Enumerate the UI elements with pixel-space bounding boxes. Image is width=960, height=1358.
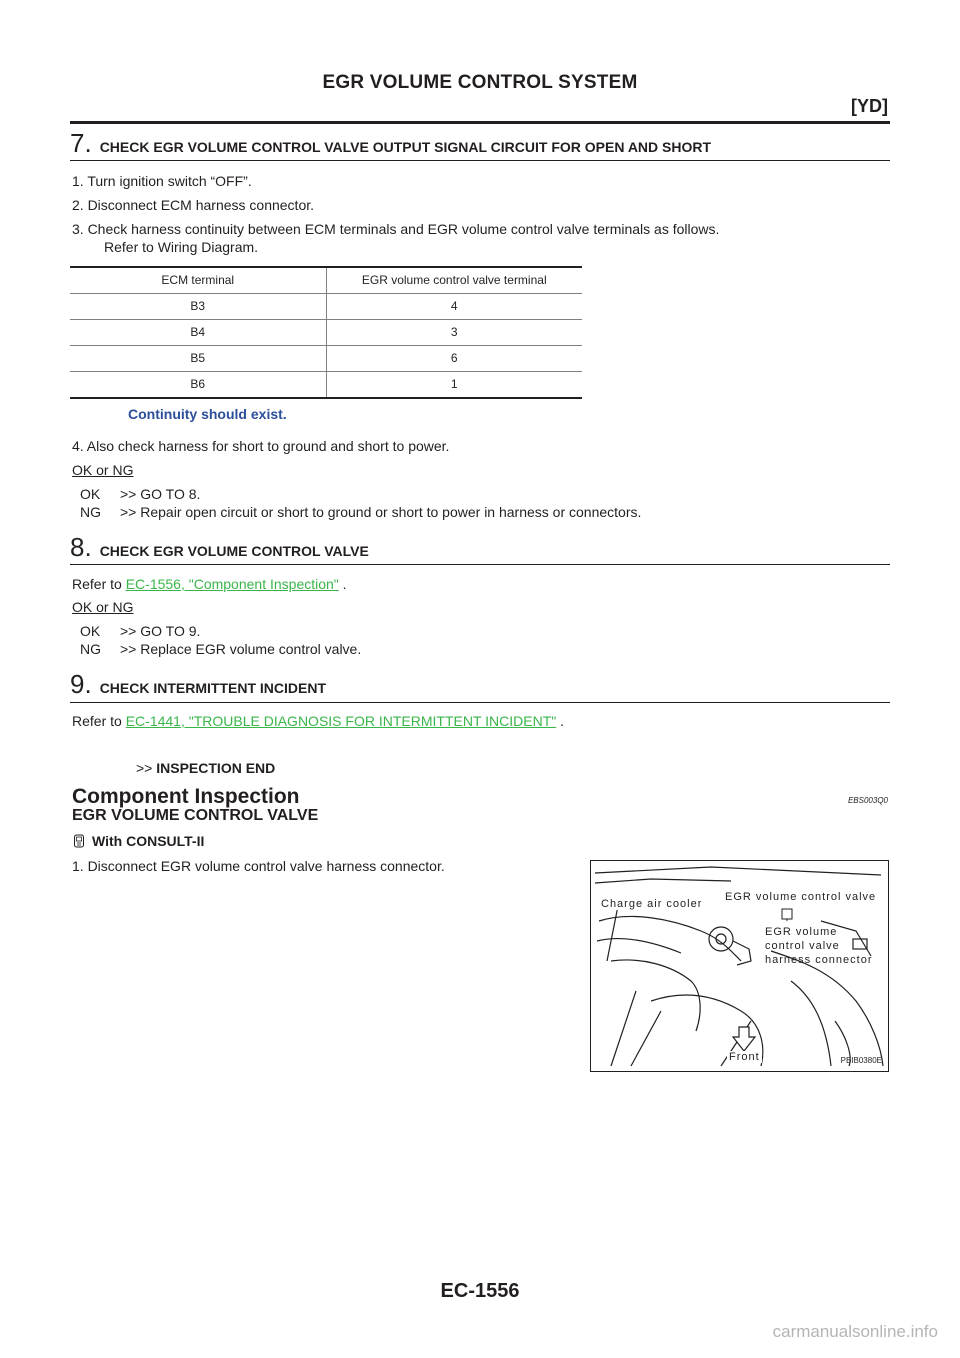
step-rule — [70, 160, 890, 161]
step-title: CHECK EGR VOLUME CONTROL VALVE OUTPUT SIGNAL CIRCUIT FOR OPEN AND SHORT — [99, 139, 712, 155]
ok-response — [80, 485, 200, 503]
consult-icon — [72, 834, 86, 848]
table-header-row — [70, 266, 582, 294]
watermark: carmanualsonline.info — [772, 1322, 938, 1341]
ok-key: OK — [80, 486, 101, 502]
table-row — [70, 346, 582, 372]
ng-value: >> Replace EGR volume control valve. — [120, 641, 362, 657]
inspection-end — [136, 759, 275, 777]
page-title: EGR VOLUME CONTROL SYSTEM — [322, 72, 638, 93]
instruction-continued: Refer to Wiring Diagram. — [104, 239, 259, 255]
ng-response — [80, 503, 641, 521]
ng-value: >> Repair open circuit or short to ground or short to power in harness or connectors. — [120, 504, 642, 520]
ok-or-ng-label: OK or NG — [72, 599, 134, 615]
intermittent-incident-link[interactable]: EC-1441, "TROUBLE DIAGNOSIS FOR INTERMITTENT INCIDENT" — [125, 713, 557, 729]
ng-key: NG — [80, 641, 101, 657]
ok-response — [80, 622, 200, 640]
refer-line — [72, 575, 347, 593]
ok-value: >> GO TO 9. — [120, 623, 201, 639]
refer-line — [72, 712, 564, 730]
header-rule — [70, 121, 890, 124]
step-rule — [70, 564, 890, 565]
table-cell: B5 — [70, 346, 327, 371]
egr-valve-location-figure — [590, 860, 889, 1072]
step-rule — [70, 702, 890, 703]
table-cell: B6 — [70, 372, 327, 397]
column-header: ECM terminal — [70, 268, 327, 293]
instruction: 1. Disconnect EGR volume control valve harness connector. — [72, 858, 445, 874]
subsection-title: EGR VOLUME CONTROL VALVE — [72, 807, 319, 824]
step-8-heading — [70, 532, 369, 563]
step-title: CHECK EGR VOLUME CONTROL VALVE — [99, 543, 369, 559]
refer-suffix: . — [338, 576, 347, 592]
table-row — [70, 294, 582, 320]
instruction: 1. Turn ignition switch “OFF”. — [72, 173, 252, 189]
step-number: 7. — [70, 128, 92, 158]
consult-label: With CONSULT-II — [92, 833, 205, 849]
step-7-heading — [70, 128, 711, 159]
ok-key: OK — [80, 623, 101, 639]
figure-code: PBIB0380E — [840, 1056, 882, 1065]
ng-response — [80, 640, 361, 658]
continuity-spec: Continuity should exist. — [128, 406, 287, 422]
section-code: EBS003Q0 — [847, 796, 888, 805]
step-9-heading — [70, 669, 326, 700]
ok-value: >> GO TO 8. — [120, 486, 201, 502]
table-row — [70, 320, 582, 346]
table-cell: 6 — [450, 351, 458, 365]
harness-connector-label — [765, 925, 873, 967]
section-title: Component Inspection — [72, 785, 300, 808]
harness-connector-label-line: EGR volume — [765, 926, 838, 938]
table-cell: 4 — [450, 299, 458, 313]
step-number: 8. — [70, 532, 92, 562]
refer-prefix: Refer to — [72, 713, 126, 729]
refer-prefix: Refer to — [72, 576, 126, 592]
step-title: CHECK INTERMITTENT INCIDENT — [99, 680, 327, 696]
instruction: 3. Check harness continuity between ECM terminals and EGR volume control valve terminals as follows. — [72, 221, 720, 237]
table-cell: B3 — [70, 294, 327, 319]
continuity-table — [70, 266, 582, 399]
table-cell: 1 — [450, 377, 458, 391]
harness-connector-label-line: control valve — [765, 940, 840, 952]
front-label: Front — [729, 1051, 760, 1063]
component-inspection-link[interactable]: EC-1556, "Component Inspection" — [125, 576, 339, 592]
end-text: INSPECTION END — [156, 760, 276, 776]
instruction: 2. Disconnect ECM harness connector. — [72, 197, 315, 213]
column-header: EGR volume control valve terminal — [361, 273, 547, 287]
ng-key: NG — [80, 504, 101, 520]
end-arrow: >> — [136, 760, 153, 776]
step-number: 9. — [70, 669, 92, 699]
ok-or-ng-label: OK or NG — [72, 462, 134, 478]
table-row — [70, 372, 582, 399]
table-cell: 3 — [450, 325, 458, 339]
instruction: 4. Also check harness for short to ground and short to power. — [72, 438, 450, 454]
page-number: EC-1556 — [440, 1280, 520, 1302]
charge-air-cooler-label: Charge air cooler — [601, 898, 703, 910]
table-cell: B4 — [70, 320, 327, 345]
egr-valve-label: EGR volume control valve — [725, 891, 877, 903]
consult-line — [72, 833, 204, 849]
refer-suffix: . — [556, 713, 564, 729]
harness-connector-label-line: harness connector — [765, 954, 873, 966]
engine-tag: [YD] — [851, 96, 888, 116]
